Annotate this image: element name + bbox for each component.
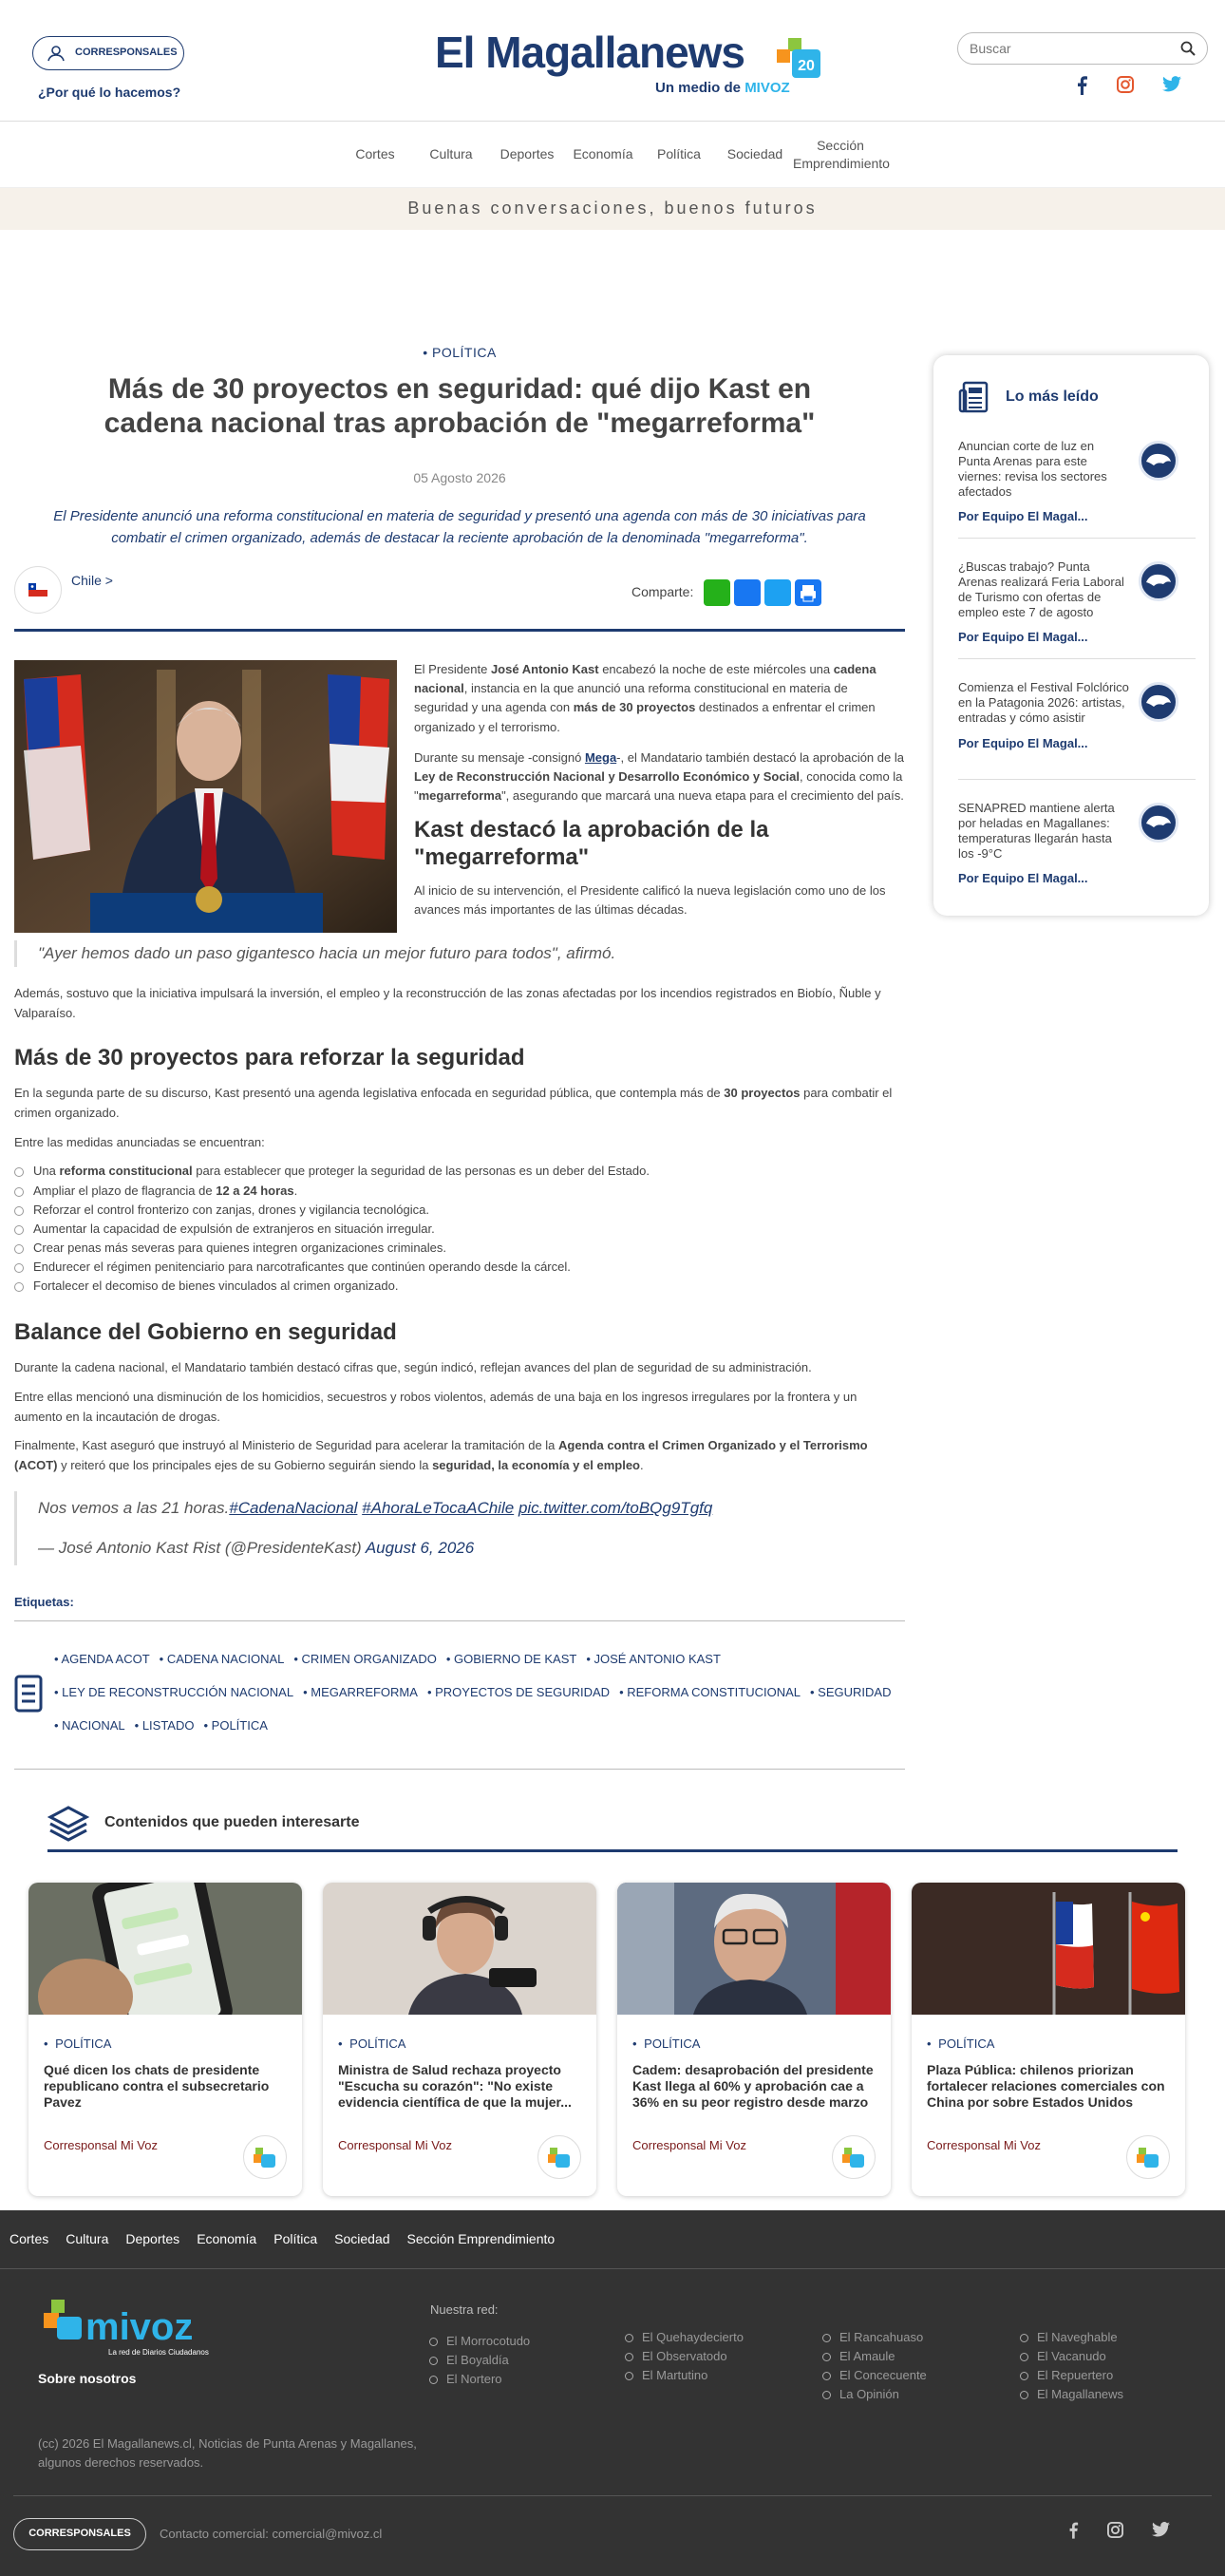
mivoz-logo-icon bbox=[537, 2135, 581, 2179]
pull-quote: "Ayer hemos dado un paso gigantesco hacia un mejor futuro para todos", afirmó. bbox=[14, 940, 905, 967]
network-column bbox=[1018, 2328, 1123, 2404]
list-item: Ampliar el plazo de flagrancia de 12 a 24 horas. bbox=[14, 1182, 905, 1201]
most-read-item[interactable]: Anuncian corte de luz en Punta Arenas para este viernes: revisa los sectores afectados Por Equipo El Magal... bbox=[958, 418, 1196, 539]
about-link[interactable]: Sobre nosotros bbox=[38, 2371, 137, 2386]
author-link[interactable]: Por Equipo El Magal... bbox=[958, 509, 1088, 524]
nav-item-economia[interactable]: Economía bbox=[573, 145, 633, 161]
network-link[interactable]: El Rancahuaso bbox=[820, 2328, 927, 2347]
article-paragraph: Entre ellas mencionó una disminución de los homicidios, secuestros y robos violentos, además de una baja en los ingresos irregulares por la frontera y un aumento en la incautación de drogas. bbox=[14, 1389, 858, 1424]
card-category: • POLÍTICA bbox=[632, 2036, 891, 2053]
card-image bbox=[617, 1883, 891, 2015]
article-meta bbox=[14, 566, 905, 623]
share-label: Comparte: bbox=[631, 584, 694, 600]
mega-link[interactable]: Mega bbox=[584, 749, 617, 765]
sidebar-header bbox=[958, 376, 1196, 418]
card-title: Cadem: desaprobación del presidente Kast llega al 60% y aprobación cae a 36% en su peor registro desde marzo bbox=[632, 2062, 874, 2110]
card-title: Ministra de Salud rechaza proyecto "Escucha su corazón": "No existe evidencia científica de que la mujer... bbox=[338, 2062, 572, 2110]
nav-item-politica[interactable]: Política bbox=[657, 145, 701, 161]
network-link[interactable]: El Concecuente bbox=[820, 2366, 927, 2385]
network-link[interactable]: El Martutino bbox=[623, 2366, 744, 2385]
card-author: Corresponsal Mi Voz bbox=[44, 2137, 158, 2152]
tag[interactable]: • NACIONAL bbox=[54, 1709, 125, 1742]
related-cards bbox=[28, 1883, 1225, 2196]
tweet-date-link[interactable]: August 6, 2026 bbox=[365, 1538, 475, 1557]
footer-nav bbox=[0, 2210, 1225, 2269]
article bbox=[14, 344, 905, 1770]
tag[interactable]: • POLÍTICA bbox=[203, 1709, 267, 1742]
article-paragraph: El Presidente José Antonio Kast encabezó la noche de este miércoles una cadena nacional, instancia en la que anunció una reforma constitucional en materia de seguridad y una agenda con más de 30 proyectos destinados a enfrentar el crimen organizado y el terrorismo. bbox=[414, 662, 876, 734]
footer-nav-item[interactable]: Deportes bbox=[125, 2230, 180, 2246]
section-heading: Balance del Gobierno en seguridad bbox=[14, 1319, 397, 1346]
related-card[interactable] bbox=[912, 1883, 1185, 2196]
magallanes-map-icon bbox=[1139, 682, 1178, 722]
related-card[interactable] bbox=[617, 1883, 891, 2196]
card-author: Corresponsal Mi Voz bbox=[927, 2137, 1041, 2152]
site-logo[interactable] bbox=[435, 28, 815, 96]
related-content bbox=[0, 1797, 1225, 2196]
instagram-icon[interactable] bbox=[1117, 76, 1134, 93]
network-link[interactable]: El Nortero bbox=[427, 2370, 530, 2389]
twitter-icon[interactable] bbox=[1162, 76, 1181, 92]
divider bbox=[14, 629, 905, 632]
list-item: Crear penas más severas para quienes integren organizaciones criminales. bbox=[14, 1239, 905, 1258]
card-author: Corresponsal Mi Voz bbox=[338, 2137, 452, 2152]
corresponsales-button[interactable] bbox=[32, 36, 184, 70]
mivoz-logo-icon bbox=[832, 2135, 876, 2179]
search-icon[interactable] bbox=[1180, 41, 1196, 56]
copyright: (cc) 2026 El Magallanews.cl, Noticias de Punta Arenas y Magallanes, algunos derechos reservados. bbox=[38, 2436, 417, 2471]
card-category: • POLÍTICA bbox=[44, 2036, 302, 2053]
tag[interactable]: • SEGURIDAD bbox=[810, 1676, 891, 1709]
article-title: Más de 30 proyectos en seguridad: qué dijo Kast en cadena nacional tras aprobación de "megarreforma" bbox=[104, 372, 816, 439]
hashtag-link[interactable]: #CadenaNacional bbox=[229, 1498, 358, 1517]
article-paragraph: Durante la cadena nacional, el Mandatario también destacó cifras que, según indicó, reflejan avances del plan de seguridad de su administración. bbox=[14, 1360, 812, 1374]
person-icon bbox=[47, 44, 66, 63]
related-card[interactable] bbox=[323, 1883, 596, 2196]
list-item: Reforzar el control fronterizo con zanjas, drones y vigilancia tecnológica. bbox=[14, 1201, 905, 1220]
layers-icon bbox=[47, 1805, 89, 1843]
commercial-contact[interactable]: Contacto comercial: comercial@mivoz.cl bbox=[160, 2527, 383, 2541]
magallanes-map-icon bbox=[1139, 803, 1178, 843]
logo-subtitle: Un medio de MIVOZ bbox=[655, 80, 790, 96]
network-link[interactable]: El Naveghable bbox=[1018, 2328, 1123, 2347]
magallanes-map-icon bbox=[1139, 441, 1178, 481]
article-body bbox=[14, 660, 905, 919]
footer-nav-item[interactable]: Sociedad bbox=[334, 2230, 390, 2246]
document-icon bbox=[14, 1675, 43, 1713]
nav-item-cortes[interactable]: Cortes bbox=[355, 145, 395, 161]
network-column bbox=[623, 2328, 744, 2385]
list-item: Aumentar la capacidad de expulsión de extranjeros en situación irregular. bbox=[14, 1220, 905, 1239]
svg-text:20: 20 bbox=[798, 58, 815, 74]
list-item: Una reforma constitucional para establecer que proteger la seguridad de las personas es un deber del Estado. bbox=[14, 1162, 905, 1181]
facebook-icon[interactable] bbox=[1075, 76, 1088, 95]
card-author: Corresponsal Mi Voz bbox=[632, 2137, 746, 2152]
most-read-item[interactable]: SENAPRED mantiene alerta por heladas en Magallanes: temperaturas llegarán hasta los -9°C Por Equipo El Magal... bbox=[958, 780, 1196, 900]
svg-text:mivoz: mivoz bbox=[85, 2306, 194, 2348]
list-item: Endurecer el régimen penitenciario para narcotraficantes que continúen operando desde la cárcel. bbox=[14, 1258, 905, 1277]
card-category: • POLÍTICA bbox=[338, 2036, 596, 2053]
site-footer bbox=[0, 2210, 1225, 2576]
tag[interactable]: • CRIMEN ORGANIZADO bbox=[293, 1642, 436, 1676]
why-link[interactable]: ¿Por qué lo hacemos? bbox=[38, 85, 181, 100]
twitter-icon[interactable] bbox=[1152, 2522, 1170, 2537]
article-paragraph: Finalmente, Kast aseguró que instruyó al Ministerio de Seguridad para acelerar la tramitación de la Agenda contra el Crimen Organizado y el Terrorismo (ACOT) y reiteró que los principales ejes de su Gobierno seguirán siendo la seguridad, la economía y el empleo. bbox=[14, 1438, 868, 1473]
tag[interactable]: • GOBIERNO DE KAST bbox=[446, 1642, 576, 1676]
tags-section bbox=[14, 1621, 905, 1770]
svg-text:La red de Diarios Ciudadanos: La red de Diarios Ciudadanos bbox=[108, 2348, 209, 2357]
card-image bbox=[323, 1883, 596, 2015]
search-box[interactable] bbox=[957, 32, 1208, 65]
mivoz-logo-icon bbox=[1126, 2135, 1170, 2179]
facebook-icon[interactable] bbox=[1067, 2522, 1079, 2539]
divider bbox=[13, 2495, 1212, 2496]
nav-item-emprendimiento[interactable]: Sección Emprendimiento bbox=[793, 138, 890, 171]
author-link[interactable]: Por Equipo El Magal... bbox=[958, 630, 1088, 645]
corresponsales-label: CORRESPONSALES bbox=[75, 47, 178, 59]
related-title: Contenidos que pueden interesarte bbox=[104, 1814, 360, 1831]
footer-nav-item[interactable]: Cultura bbox=[66, 2230, 109, 2246]
card-category: • POLÍTICA bbox=[927, 2036, 1185, 2053]
tag[interactable]: • JOSÉ ANTONIO KAST bbox=[586, 1642, 721, 1676]
network-link[interactable]: El Vacanudo bbox=[1018, 2347, 1123, 2366]
network-link[interactable]: El Amaule bbox=[820, 2347, 927, 2366]
nav-item-cultura[interactable]: Cultura bbox=[429, 145, 473, 161]
tags-title: Etiquetas: bbox=[14, 1594, 905, 1621]
tag[interactable]: • MEGARREFORMA bbox=[303, 1676, 418, 1709]
network-link[interactable]: El Morrocotudo bbox=[427, 2332, 530, 2351]
print-icon[interactable] bbox=[795, 579, 821, 606]
related-card[interactable] bbox=[28, 1883, 302, 2196]
mivoz-logo-icon bbox=[243, 2135, 287, 2179]
network-link[interactable]: El Quehaydecierto bbox=[623, 2328, 744, 2347]
tag[interactable]: • AGENDA ACOT bbox=[54, 1642, 150, 1676]
sidebar-title: Lo más leído bbox=[1006, 388, 1099, 405]
footer-corresponsales-button[interactable]: CORRESPONSALES bbox=[13, 2518, 146, 2550]
article-lead: El Presidente anunció una reforma constitucional en materia de seguridad y presentó una agenda con más de 30 iniciativas para combatir el crimen organizado, además de destacar la reciente aprobación de la denominada "megarreforma". bbox=[53, 508, 866, 546]
main-content bbox=[0, 230, 1225, 2210]
section-heading: Kast destacó la aprobación de la "megarreforma" bbox=[414, 817, 769, 870]
tag[interactable]: • LISTADO bbox=[135, 1709, 195, 1742]
twitter-share-icon[interactable] bbox=[764, 579, 791, 606]
network-link[interactable]: El Observatodo bbox=[623, 2347, 744, 2366]
footer-social-links bbox=[1067, 2522, 1170, 2539]
tweet-media-link[interactable]: pic.twitter.com/toBQg9Tgfq bbox=[518, 1498, 713, 1517]
article-date: 05 Agosto 2026 bbox=[413, 469, 506, 485]
whatsapp-share-icon[interactable] bbox=[704, 579, 730, 606]
footer-nav-item[interactable]: Sección Emprendimiento bbox=[406, 2230, 556, 2246]
logo-text: El Magallanews bbox=[435, 28, 745, 77]
nav-item-sociedad[interactable]: Sociedad bbox=[726, 145, 783, 161]
card-image bbox=[28, 1883, 302, 2015]
footer-nav-item[interactable]: Economía bbox=[197, 2230, 257, 2246]
footer-nav-item[interactable]: Cortes bbox=[9, 2230, 49, 2246]
most-read-item[interactable]: ¿Buscas trabajo? Punta Arenas realizará Feria Laboral de Turismo con ofertas de empleo este 7 de agosto Por Equipo El Magal... bbox=[958, 539, 1196, 659]
most-read-sidebar bbox=[933, 355, 1209, 916]
author-link[interactable]: Por Equipo El Magal... bbox=[958, 735, 1088, 750]
share-buttons bbox=[704, 579, 821, 606]
article-paragraph: Entre las medidas anunciadas se encuentran: bbox=[14, 1134, 265, 1149]
facebook-share-icon[interactable] bbox=[734, 579, 761, 606]
site-header bbox=[0, 0, 1225, 122]
card-title: Plaza Pública: chilenos priorizan fortalecer relaciones comerciales con China por sobre Estados Unidos bbox=[927, 2062, 1165, 2110]
mivoz-logo[interactable] bbox=[42, 2298, 222, 2366]
article-paragraph: Además, sostuvo que la iniciativa impulsará la inversión, el empleo y la reconstrucción de las zonas afectadas por los incendios registrados en Biobío, Ñuble y Valparaíso. bbox=[14, 985, 881, 1020]
network-link[interactable]: El Repuertero bbox=[1018, 2366, 1123, 2385]
list-item: Fortalecer el decomiso de bienes vinculados al crimen organizado. bbox=[14, 1277, 905, 1296]
tag[interactable]: • PROYECTOS DE SEGURIDAD bbox=[427, 1676, 610, 1709]
tagline: Buenas conversaciones, buenos futuros bbox=[0, 188, 1225, 230]
article-paragraph: Durante su mensaje -consignó Mega-, el Mandatario también destacó la aprobación de la Ley de Reconstrucción Nacional y Desarrollo Económico y Social, conocida como la "megarreforma", asegurando que marcará una nueva etapa para el crecimiento del país. bbox=[414, 749, 904, 804]
tag[interactable]: • LEY DE RECONSTRUCCIÓN NACIONAL bbox=[54, 1676, 293, 1709]
embedded-tweet: Nos vemos a las 21 horas.#CadenaNacional #AhoraLeTocaAChile pic.twitter.com/toBQg9Tgfq — José Antonio Kast Rist (@PresidenteKast) August 6, 2026 bbox=[14, 1491, 905, 1565]
newspaper-icon bbox=[958, 381, 989, 413]
instagram-icon[interactable] bbox=[1107, 2522, 1123, 2538]
network-column bbox=[427, 2332, 530, 2389]
footer-nav-item[interactable]: Política bbox=[273, 2230, 318, 2246]
search-input[interactable] bbox=[970, 41, 1180, 56]
card-title: Qué dicen los chats de presidente republicano contra el subsecretario Pavez bbox=[44, 2062, 270, 2110]
network-link[interactable]: El Boyaldía bbox=[427, 2351, 530, 2370]
related-header bbox=[47, 1797, 1178, 1852]
article-paragraph: En la segunda parte de su discurso, Kast presentó una agenda legislativa enfocada en seguridad pública, que contempla más de 30 proyectos para combatir el crimen organizado. bbox=[14, 1086, 893, 1120]
card-image bbox=[912, 1883, 1185, 2015]
nav-item-deportes[interactable]: Deportes bbox=[499, 145, 555, 161]
chile-flag-icon bbox=[14, 566, 62, 614]
article-paragraph: Al inicio de su intervención, el Presidente calificó la nueva legislación como uno de los avances más importantes de las últimas décadas. bbox=[414, 882, 886, 917]
anniversary-badge-icon bbox=[775, 36, 824, 89]
main-nav bbox=[0, 122, 1225, 188]
network-link[interactable]: La Opinión bbox=[820, 2385, 927, 2404]
tag[interactable]: • REFORMA CONSTITUCIONAL bbox=[619, 1676, 801, 1709]
network-title: Nuestra red: bbox=[430, 2302, 499, 2317]
network-column bbox=[820, 2328, 927, 2404]
section-heading: Más de 30 proyectos para reforzar la seguridad bbox=[14, 1045, 525, 1071]
most-read-item[interactable]: Comienza el Festival Folclórico en la Patagonia 2026: artistas, entradas y cómo asistir Por Equipo El Magal... bbox=[958, 659, 1196, 780]
network-link[interactable]: El Magallanews bbox=[1018, 2385, 1123, 2404]
hashtag-link[interactable]: #AhoraLeTocaAChile bbox=[362, 1498, 515, 1517]
president-photo bbox=[14, 660, 397, 933]
magallanes-map-icon bbox=[1139, 561, 1178, 601]
author-link[interactable]: Por Equipo El Magal... bbox=[958, 871, 1088, 886]
measures-list bbox=[14, 1162, 905, 1296]
tag-list bbox=[54, 1642, 905, 1742]
article-category[interactable]: • POLÍTICA bbox=[14, 344, 905, 363]
social-links bbox=[1075, 76, 1181, 95]
location-link[interactable]: Chile > bbox=[71, 573, 113, 589]
tag[interactable]: • CADENA NACIONAL bbox=[160, 1642, 285, 1676]
